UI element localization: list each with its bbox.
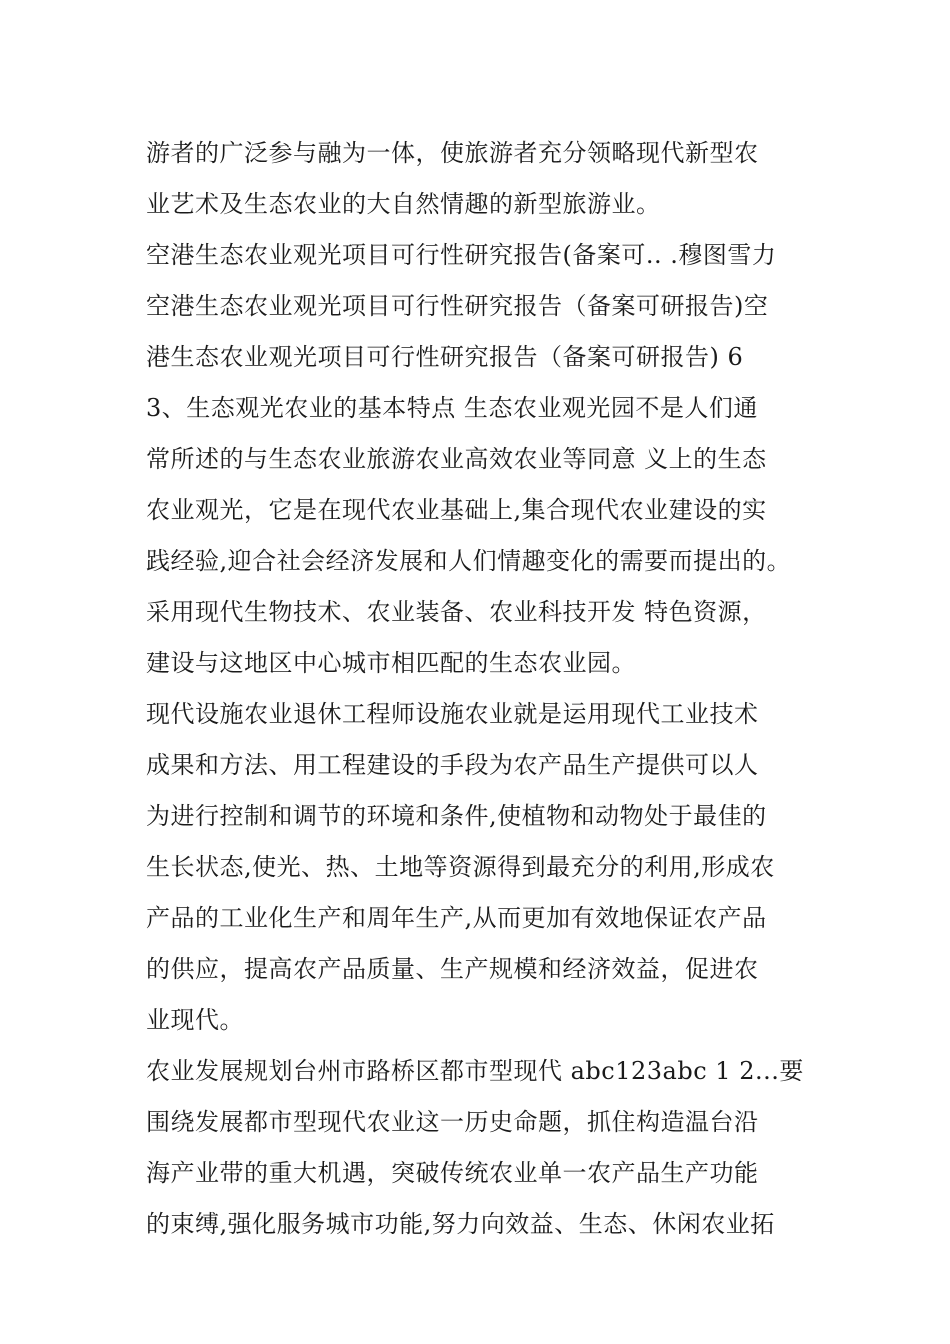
text-line: 常所述的与生态农业旅游农业高效农业等同意 义上的生态 bbox=[146, 445, 767, 473]
text-line: 践经验,迎合社会经济发展和人们情趣变化的需要而提出的。 bbox=[146, 547, 792, 575]
text-line: 空港生态农业观光项目可行性研究报告(备案可.. .穆图雪力 bbox=[146, 241, 777, 269]
text-line: 海产业带的重大机遇，突破传统农业单一农产品生产功能 bbox=[146, 1159, 759, 1187]
text-line: 为进行控制和调节的环境和条件,使植物和动物处于最佳的 bbox=[146, 802, 767, 830]
text-line: 生长状态,使光、热、土地等资源得到最充分的利用,形成农 bbox=[146, 853, 775, 881]
text-line: 农业观光，它是在现代农业基础上,集合现代农业建设的实 bbox=[146, 496, 767, 524]
text-line: 的供应，提高农产品质量、生产规模和经济效益，促进农 bbox=[146, 955, 759, 983]
document-body bbox=[146, 128, 826, 1250]
text-line: 建设与这地区中心城市相匹配的生态农业园。 bbox=[146, 649, 636, 677]
text-line: 农业发展规划台州市路桥区都市型现代 abc123abc ﻿1﻿ 2...要 bbox=[146, 1057, 804, 1085]
text-line: 3、生态观光农业的基本特点 生态农业观光园不是人们通 bbox=[146, 394, 758, 422]
text-line: 港生态农业观光项目可行性研究报告（备案可研报告) 6 bbox=[146, 343, 744, 371]
text-line: 业现代。 bbox=[146, 1006, 244, 1034]
text-line: 成果和方法、用工程建设的手段为农产品生产提供可以人 bbox=[146, 751, 759, 779]
text-line: 产品的工业化生产和周年生产,从而更加有效地保证农产品 bbox=[146, 904, 767, 932]
text-line: 空港生态农业观光项目可行性研究报告（备案可研报告)空 bbox=[146, 292, 769, 320]
text-line: 围绕发展都市型现代农业这一历史命题，抓住构造温台沿 bbox=[146, 1108, 759, 1136]
text-line: 采用现代生物技术、农业装备、农业科技开发 特色资源， bbox=[146, 598, 767, 626]
text-line: 游者的广泛参与融为一体，使旅游者充分领略现代新型农 bbox=[146, 139, 759, 167]
text-line: 的束缚,强化服务城市功能,努力向效益、生态、休闲农业拓 bbox=[146, 1210, 775, 1238]
text-line: 现代设施农业退休工程师设施农业就是运用现代工业技术 bbox=[146, 700, 759, 728]
text-line: 业艺术及生态农业的大自然情趣的新型旅游业。 bbox=[146, 190, 661, 218]
